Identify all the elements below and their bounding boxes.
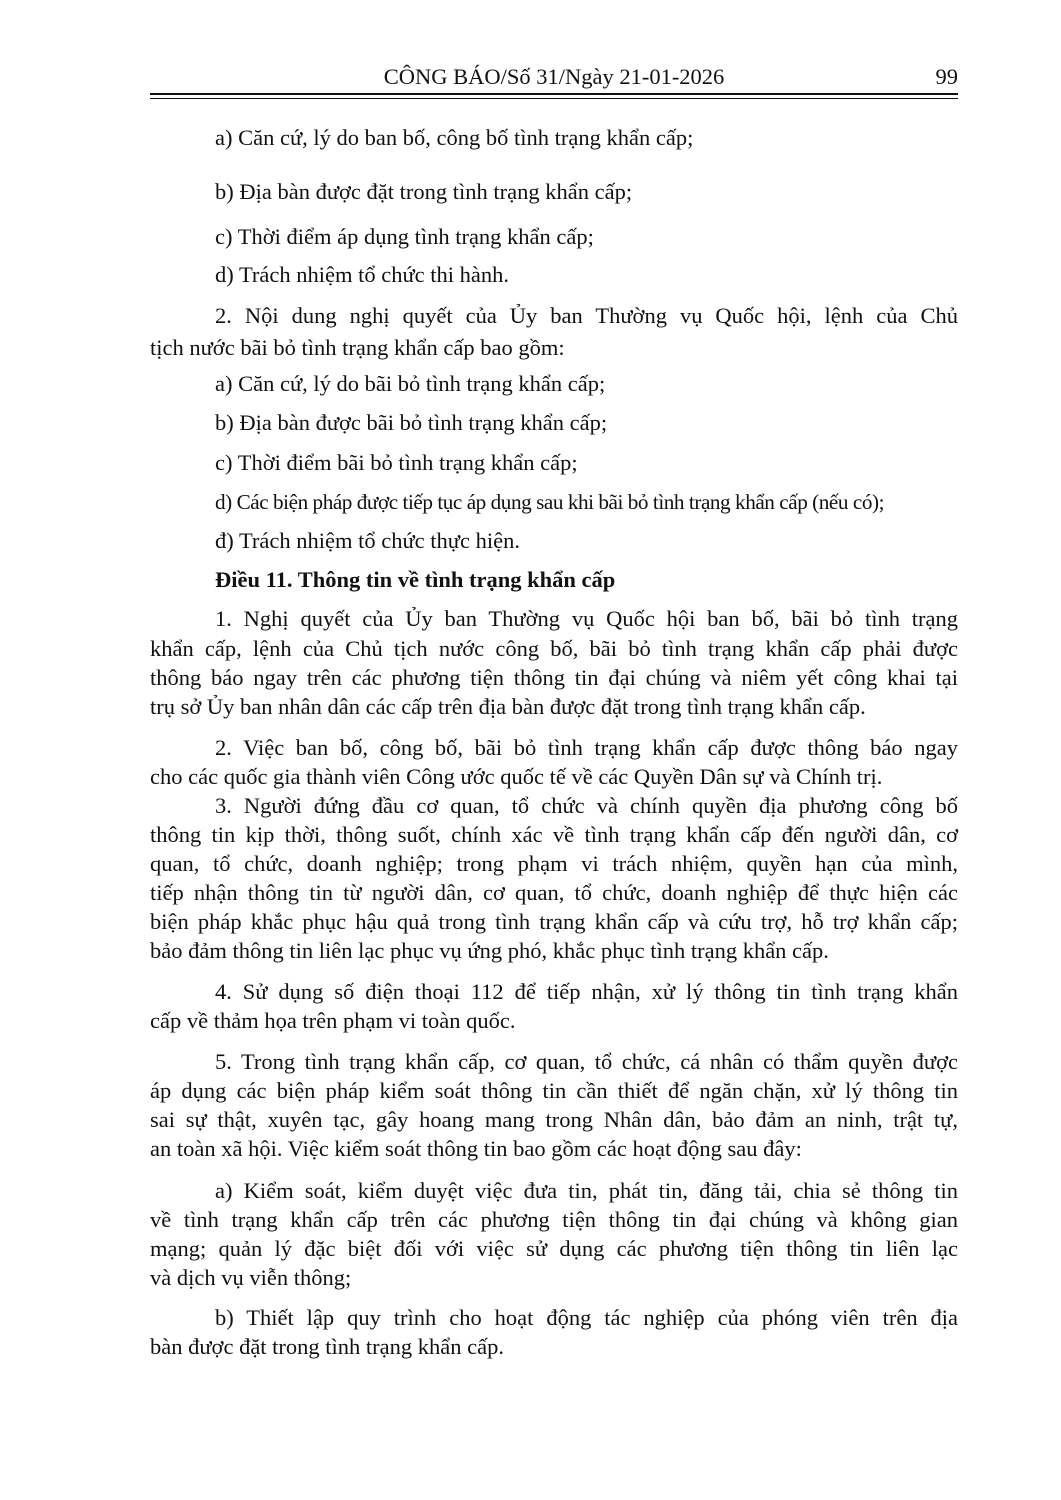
- article-heading: Điều 11. Thông tin về tình trạng khẩn cấp: [215, 567, 616, 592]
- text-line: sai sự thật, xuyên tạc, gây hoang mang trong Nhân dân, bảo đảm an ninh, trật tự,: [150, 1107, 958, 1132]
- text-line: cấp về thảm họa trên phạm vi toàn quốc.: [150, 1008, 516, 1033]
- text-line: về tình trạng khẩn cấp trên các phương tiện thông tin đại chúng và không gian: [150, 1207, 958, 1232]
- text-line: bàn được đặt trong tình trạng khẩn cấp.: [150, 1334, 504, 1359]
- header-title: CÔNG BÁO/Số 31/Ngày 21-01-2026: [383, 64, 725, 89]
- text-line: và dịch vụ viễn thông;: [150, 1265, 352, 1290]
- text-line: 5. Trong tình trạng khẩn cấp, cơ quan, tổ chức, cá nhân có thẩm quyền được: [215, 1049, 958, 1074]
- text-line: bảo đảm thông tin liên lạc phục vụ ứng phó, khắc phục tình trạng khẩn cấp.: [150, 938, 829, 963]
- text-line: thông báo ngay trên các phương tiện thông tin đại chúng và niêm yết công khai tại: [150, 665, 958, 690]
- text-line: an toàn xã hội. Việc kiểm soát thông tin bao gồm các hoạt động sau đây:: [150, 1136, 802, 1161]
- text-line: tiếp nhận thông tin từ người dân, cơ quan, tổ chức, doanh nghiệp để thực hiện các: [150, 880, 958, 905]
- text-line: b) Địa bàn được đặt trong tình trạng khẩn cấp;: [215, 179, 633, 204]
- text-line: b) Thiết lập quy trình cho hoạt động tác nghiệp của phóng viên trên địa: [215, 1305, 958, 1330]
- text-line: biện pháp khắc phục hậu quả trong tình trạng khẩn cấp và cứu trợ, hỗ trợ khẩn cấp;: [150, 909, 958, 934]
- text-line: thông tin kịp thời, thông suốt, chính xác về tình trạng khẩn cấp đến người dân, cơ: [150, 822, 958, 847]
- text-line: c) Thời điểm bãi bỏ tình trạng khẩn cấp;: [215, 450, 578, 475]
- text-line: cho các quốc gia thành viên Công ước quốc tế về các Quyền Dân sự và Chính trị.: [150, 764, 883, 789]
- header-rule-thick: [150, 93, 958, 95]
- text-line: quan, tổ chức, doanh nghiệp; trong phạm vi trách nhiệm, quyền hạn của mình,: [150, 851, 958, 876]
- text-line: tịch nước bãi bỏ tình trạng khẩn cấp bao gồm:: [150, 335, 565, 360]
- text-line: áp dụng các biện pháp kiểm soát thông tin cần thiết để ngăn chặn, xử lý thông tin: [150, 1078, 958, 1103]
- text-line: a) Căn cứ, lý do bãi bỏ tình trạng khẩn cấp;: [215, 371, 606, 396]
- text-line: a) Kiểm soát, kiểm duyệt việc đưa tin, phát tin, đăng tải, chia sẻ thông tin: [215, 1178, 958, 1203]
- text-line: 1. Nghị quyết của Ủy ban Thường vụ Quốc hội ban bố, bãi bỏ tình trạng: [215, 606, 958, 631]
- text-line: 4. Sử dụng số điện thoại 112 để tiếp nhận, xử lý thông tin tình trạng khẩn: [215, 979, 958, 1004]
- text-line: b) Địa bàn được bãi bỏ tình trạng khẩn cấp;: [215, 410, 608, 435]
- text-line: 2. Nội dung nghị quyết của Ủy ban Thường vụ Quốc hội, lệnh của Chủ: [215, 303, 958, 328]
- text-line: 3. Người đứng đầu cơ quan, tổ chức và chính quyền địa phương công bố: [215, 793, 958, 818]
- text-line: d) Trách nhiệm tổ chức thi hành.: [215, 262, 510, 287]
- text-line: d) Các biện pháp được tiếp tục áp dụng sau khi bãi bỏ tình trạng khẩn cấp (nếu có);: [215, 490, 885, 514]
- text-line: khẩn cấp, lệnh của Chủ tịch nước công bố, bãi bỏ tình trạng khẩn cấp phải được: [150, 636, 958, 661]
- text-line: trụ sở Ủy ban nhân dân các cấp trên địa bàn được đặt trong tình trạng khẩn cấp.: [150, 694, 866, 719]
- header-rule-thin: [150, 98, 958, 99]
- page-number: 99: [935, 64, 958, 89]
- page-header: [150, 60, 958, 94]
- text-line: đ) Trách nhiệm tổ chức thực hiện.: [215, 528, 520, 553]
- text-line: 2. Việc ban bố, công bố, bãi bỏ tình trạng khẩn cấp được thông báo ngay: [215, 735, 958, 760]
- text-line: mạng; quản lý đặc biệt đối với việc sử dụng các phương tiện thông tin liên lạc: [150, 1236, 958, 1261]
- text-line: c) Thời điểm áp dụng tình trạng khẩn cấp;: [215, 224, 594, 249]
- text-line: a) Căn cứ, lý do ban bố, công bố tình trạng khẩn cấp;: [215, 125, 694, 150]
